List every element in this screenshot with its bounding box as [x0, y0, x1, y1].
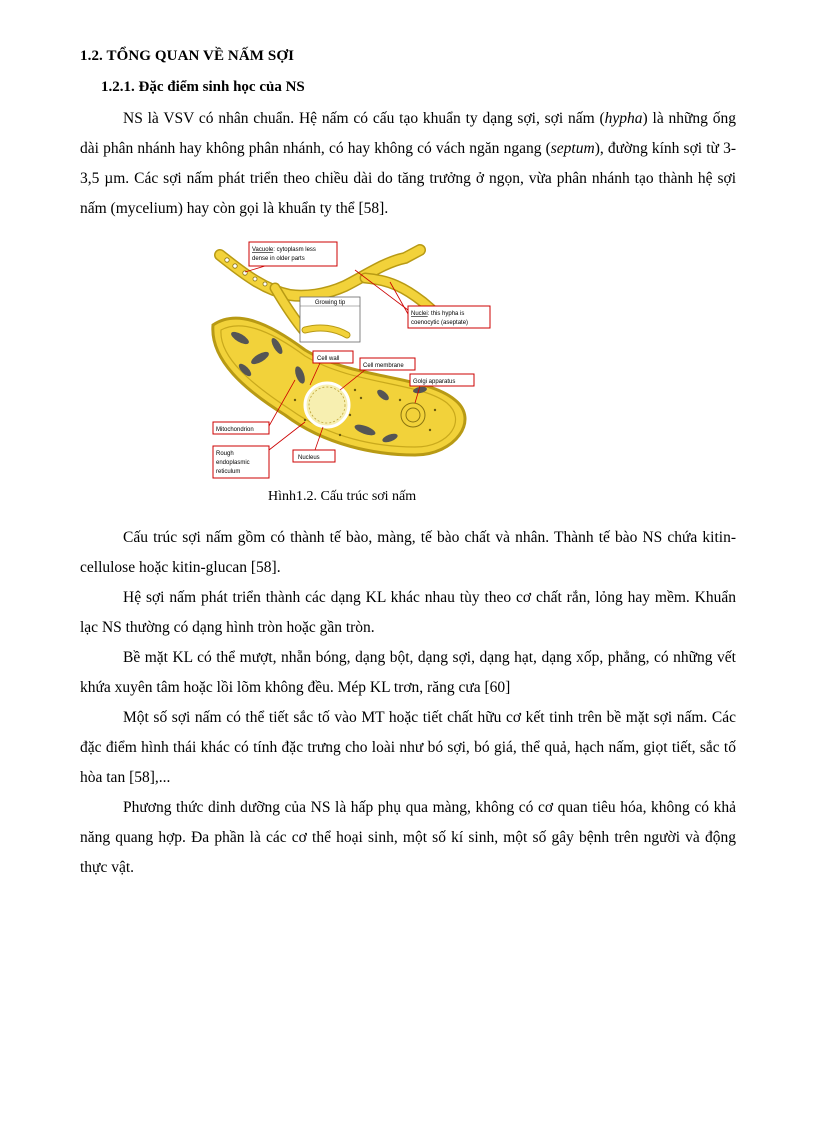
paragraph-colony-surface: Bề mặt KL có thể mượt, nhẵn bóng, dạng bột, dạng sợi, dạng hạt, dạng xốp, phẳng, có những vết khứa xuyên tâm hoặc lồi lõm không đều. Mép KL trơn, răng cưa [60]	[80, 649, 736, 696]
subsection-heading: 1.2.1. Đặc điểm sinh học của NS	[101, 79, 305, 95]
paragraph-pigments: Một số sợi nấm có thể tiết sắc tố vào MT hoặc tiết chất hữu cơ kết tinh trên bề mặt sợi nấm. Các đặc điểm hình thái khác có tính đặc trưng cho loài như bó sợi, bó giá, thể quả, hạch nấm, giọt tiết, sắc tố hòa tan [58],...	[80, 709, 736, 786]
paragraph-mycelium: Hệ sợi nấm phát triển thành các dạng KL khác nhau tùy theo cơ chất rắn, lỏng hay mềm. Khuẩn lạc NS thường có dạng hình tròn hoặc gần tròn.	[80, 589, 736, 636]
svg-text:Mitochondrion: Mitochondrion	[216, 427, 254, 433]
nucleus-shape	[305, 383, 349, 427]
svg-text:Cell membrane: Cell membrane	[363, 363, 404, 369]
paragraph-structure: Cấu trúc sợi nấm gồm có thành tế bào, màng, tế bào chất và nhân. Thành tế bào NS chứa kitin-cellulose hoặc kitin-glucan [58].	[80, 529, 736, 576]
paragraph-intro: NS là VSV có nhân chuẩn. Hệ nấm có cấu tạo khuẩn ty dạng sợi, sợi nấm (hypha) là những ống dài phân nhánh hay không phân nhánh, có hay không có vách ngăn ngang (septum), đường kính sợi từ 3-3,5 µm. Các sợi nấm phát triển theo chiều dài do tăng trưởng ở ngọn, vừa phân nhánh tạo thành hệ sợi nấm (mycelium) hay còn gọi là khuẩn ty thể [58].	[80, 110, 736, 217]
figure-caption: Hình1.2. Cấu trúc sơi nấm	[268, 489, 417, 504]
svg-text:Nucleus: Nucleus	[298, 455, 320, 461]
growing-tip-label: Growing tip	[314, 300, 346, 306]
paragraph-nutrition: Phương thức dinh dưỡng của NS là hấp phụ qua màng, không có cơ quan tiêu hóa, không có khả năng quang hợp. Đa phần là các cơ thể hoại sinh, một số kí sinh, một số gây bệnh trên người và động thực vật.	[80, 799, 736, 876]
section-heading: 1.2. TỔNG QUAN VỀ NẤM SỢI	[80, 48, 295, 64]
svg-text:coenocytic (aseptate): coenocytic (aseptate)	[411, 320, 469, 326]
svg-text:endoplasmic: endoplasmic	[216, 460, 250, 466]
svg-text:Vacuole: cytoplasm less: Vacuole: cytoplasm less	[252, 247, 316, 253]
term-septum: septum	[550, 140, 595, 157]
vacuole-callout	[245, 242, 337, 272]
svg-text:dense in older parts: dense in older parts	[252, 256, 305, 262]
svg-text:Cell wall: Cell wall	[317, 356, 340, 362]
svg-text:Rough: Rough	[216, 451, 234, 457]
hypha-structure-figure	[205, 240, 495, 480]
hypha-diagram	[205, 240, 495, 480]
term-hypha: hypha	[604, 110, 643, 127]
svg-text:reticulum: reticulum	[216, 469, 241, 475]
svg-text:Nuclei: this hypha is: Nuclei: this hypha is	[411, 311, 465, 317]
svg-text:Golgi apparatus: Golgi apparatus	[413, 379, 456, 385]
